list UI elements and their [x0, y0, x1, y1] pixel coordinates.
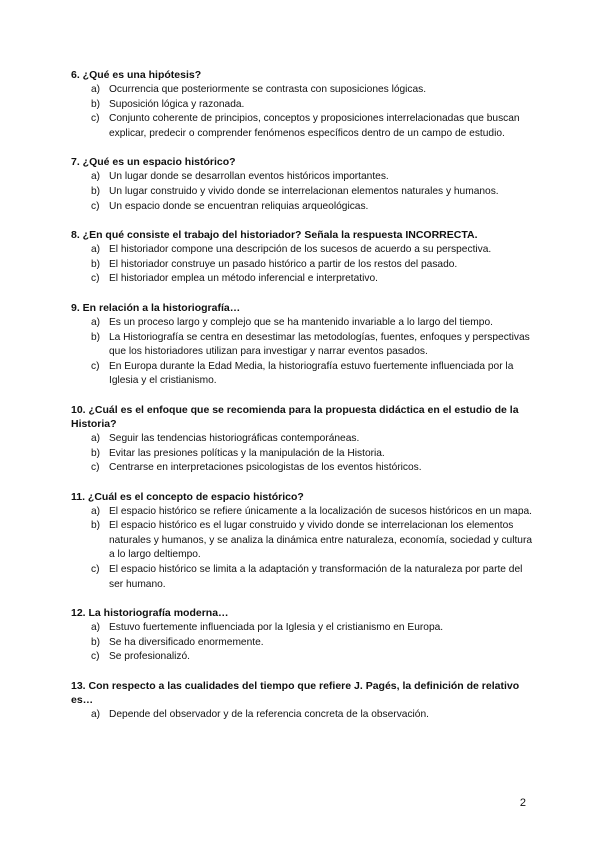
question-title: 12. La historiografía moderna…: [71, 607, 229, 620]
option-text: Estuvo fuertemente influenciada por la Iglesia y el cristianismo en Europa.: [109, 622, 444, 634]
option-text: Un lugar donde se desarrollan eventos históricos importantes.: [109, 171, 389, 183]
option-letter: a): [91, 505, 101, 517]
answer-option: [71, 316, 533, 331]
question-block: [71, 606, 533, 665]
option-text: Seguir las tendencias historiográficas contemporáneas.: [109, 432, 360, 444]
option-text: Es un proceso largo y complejo que se ha mantenido invariable a lo largo del tiempo.: [109, 316, 493, 328]
question-title: 8. ¿En qué consiste el trabajo del historiador? Señala la respuesta INCORRECTA.: [71, 229, 478, 242]
question-block: [71, 679, 533, 723]
option-letter: a): [91, 709, 101, 721]
answer-option: [71, 98, 533, 113]
question-title: 11. ¿Cuál es el concepto de espacio histórico?: [71, 490, 304, 503]
answer-option: [71, 243, 533, 258]
answer-option: [71, 272, 533, 287]
option-text: Se ha diversificado enormemente.: [109, 636, 264, 648]
question-title: 9. En relación a la historiografía…: [71, 301, 241, 314]
option-text: Suposición lógica y razonada.: [109, 98, 245, 110]
option-text: Un espacio donde se encuentran reliquias arqueológicas.: [109, 200, 369, 212]
option-text: El espacio histórico es el lugar construido y vivido donde se interrelacionan los elementos naturales y humanos, y se analiza la dinámica entre naturaleza, economía, sociedad y cultura a lo largo deltiempo.: [109, 520, 533, 561]
option-letter: a): [91, 171, 101, 183]
option-text: El historiador construye un pasado histórico a partir de los restos del pasado.: [109, 258, 458, 270]
option-text: La Historiografía se centra en desestimar las metodologías, fuentes, enfoques y perspectivas que los historiadores utilizan para investigar y narrar eventos pasados.: [109, 331, 530, 358]
option-letter: c): [91, 200, 100, 212]
option-text: Un lugar construido y vivido donde se interrelacionan elementos naturales y humanos.: [109, 185, 499, 197]
option-letter: a): [91, 316, 101, 328]
answer-option: [71, 708, 533, 723]
option-letter: a): [91, 244, 101, 256]
answer-option: [71, 650, 533, 665]
page-number: 2: [519, 797, 526, 809]
option-letter: b): [91, 98, 101, 110]
option-text: Ocurrencia que posteriormente se contrasta con suposiciones lógicas.: [109, 84, 427, 95]
answer-option: [71, 505, 533, 520]
question-title: 7. ¿Qué es un espacio histórico?: [71, 156, 236, 169]
option-text: El historiador emplea un método inferencial e interpretativo.: [109, 273, 378, 285]
answer-option: [71, 170, 533, 185]
option-text: Conjunto coherente de principios, conceptos y proposiciones interrelacionadas que buscan explicar, predecir o comprender fenómenos específicos dentro de un campo de estudio.: [109, 113, 520, 139]
answer-option: [71, 112, 533, 141]
answer-option: [71, 200, 533, 215]
option-text: El historiador compone una descripción de los sucesos de acuerdo a su perspectiva.: [109, 244, 492, 256]
answer-option: [71, 636, 533, 651]
answer-option: [71, 258, 533, 273]
answer-option: [71, 563, 533, 592]
option-letter: b): [91, 185, 101, 197]
option-letter: c): [91, 462, 100, 474]
option-letter: c): [91, 113, 100, 125]
answer-option: [71, 360, 533, 389]
question-block: [71, 490, 533, 593]
option-letter: c): [91, 273, 100, 285]
question-block: [71, 403, 533, 476]
answer-option: [71, 519, 533, 563]
question-title: 13. Con respecto a las cualidades del tiempo que refiere J. Pagés, la definición de relativo es…: [71, 680, 520, 707]
option-letter: b): [91, 447, 101, 459]
option-text: En Europa durante la Edad Media, la historiografía estuvo fuertemente influenciada por la Iglesia y el cristianismo.: [109, 360, 514, 387]
option-letter: b): [91, 331, 101, 343]
option-text: Centrarse en interpretaciones psicologistas de los eventos históricos.: [109, 462, 422, 474]
question-title: 10. ¿Cuál es el enfoque que se recomienda para la propuesta didáctica en el estudio de la Historia?: [71, 403, 519, 430]
answer-option: [71, 461, 533, 476]
option-text: El espacio histórico se refiere únicamente a la localización de sucesos históricos en un mapa.: [109, 505, 533, 517]
option-text: Evitar las presiones políticas y la manipulación de la Historia.: [109, 447, 385, 459]
option-text: El espacio histórico se limita a la adaptación y transformación de la naturaleza por parte del ser humano.: [109, 564, 523, 590]
answer-option: [71, 621, 533, 636]
question-block: [71, 228, 533, 287]
option-text: Depende del observador y de la referencia concreta de la observación.: [109, 709, 429, 721]
option-letter: a): [91, 622, 101, 634]
question-block: [71, 68, 533, 141]
option-letter: c): [91, 651, 100, 663]
option-letter: b): [91, 520, 101, 532]
option-letter: a): [91, 432, 101, 444]
question-block: [71, 301, 533, 389]
answer-option: [71, 432, 533, 447]
answer-option: [71, 447, 533, 462]
option-letter: c): [91, 360, 100, 372]
question-title: 6. ¿Qué es una hipótesis?: [71, 69, 202, 81]
option-text: Se profesionalizó.: [109, 651, 190, 663]
question-block: [71, 155, 533, 214]
answer-option: [71, 331, 533, 360]
document-body: [71, 68, 533, 737]
answer-option: [71, 83, 533, 98]
answer-option: [71, 185, 533, 200]
option-letter: a): [91, 84, 101, 95]
option-letter: c): [91, 564, 100, 576]
option-letter: b): [91, 258, 101, 270]
option-letter: b): [91, 636, 101, 648]
